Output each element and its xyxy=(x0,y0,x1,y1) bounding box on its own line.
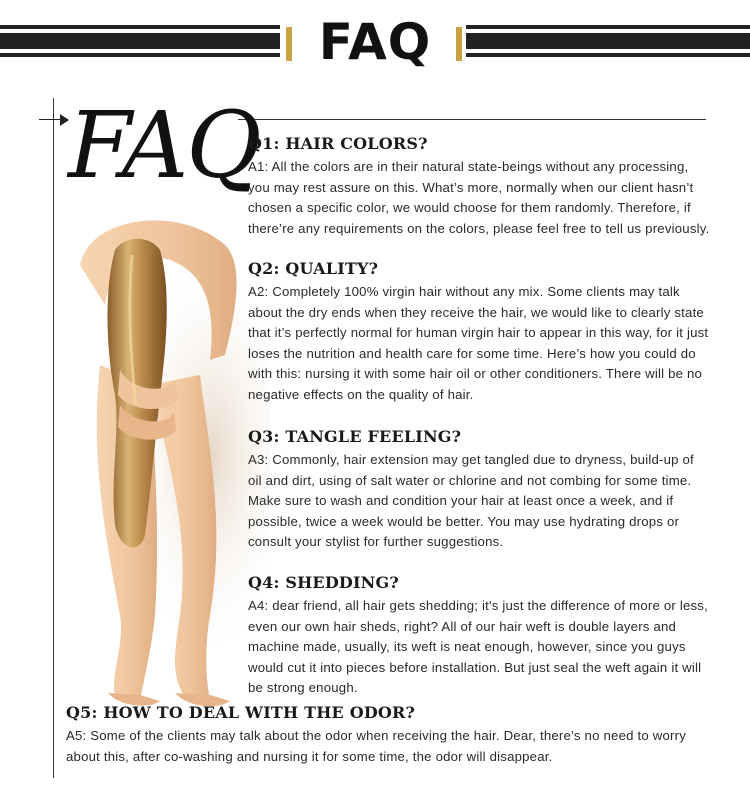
faq-item xyxy=(248,426,710,553)
page-title: FAQ xyxy=(318,13,432,71)
faq-answer: A5: Some of the clients may talk about the odor when receiving the hair. Dear, there’s no need to worry about this, after co-washing and nursing it for some time, the odor will disappear. xyxy=(66,728,686,764)
faq-question: Q3: TANGLE FEELING? xyxy=(248,427,462,446)
faq-answer: A2: Completely 100% virgin hair without any mix. Some clients may talk about the dry ends when they receive the hair, we would like to clearly state that it’s perfectly normal for human virgin hair to appear in this way, for it just loses the nutrition and health care for some time. Here’s how you could do with this: nursing it with some hair oil or other conditioners. There will be no negative effects on the quality of hair. xyxy=(248,284,709,402)
faq-question: Q4: SHEDDING? xyxy=(248,573,399,592)
faq-question: Q5: HOW TO DEAL WITH THE ODOR? xyxy=(66,703,416,722)
woman-with-long-blonde-hair-illustration xyxy=(60,195,270,715)
faq-answer: A1: All the colors are in their natural state-beings without any processing, you may rest assure on this. What’s more, normally when our client hasn’t chosen a specific color, we would choose for them randomly. Therefore, if there’re any requirements on the colors, please feel free to tell us previously. xyxy=(248,159,710,236)
faq-item xyxy=(248,258,710,406)
frame-top-rule xyxy=(238,119,706,120)
faq-item xyxy=(66,702,714,767)
faq-hero-title: FAQ xyxy=(68,92,260,199)
faq-answer: A3: Commonly, hair extension may get tangled due to dryness, build-up of oil and dirt, using of salt water or chlorine and not combing for some time. Make sure to wash and condition your hair at least once a week, and if possible, twice a week would be better. You may use hydrating drops or consult your stylist for further suggestions. xyxy=(248,452,694,550)
faq-answer: A4: dear friend, all hair gets shedding; it's just the difference of more or less, even our own hair sheds, right? All of our hair weft is double layers and machine made, usually, its weft is neat enough, however, since you guys would cut it into pieces before installation. But just seal the weft again it will be strong enough. xyxy=(248,598,708,696)
faq-item xyxy=(248,572,710,699)
frame-vertical-rule xyxy=(53,98,54,778)
faq-item xyxy=(248,133,710,239)
faq-question: Q2: QUALITY? xyxy=(248,259,379,278)
faq-question: Q1: HAIR COLORS? xyxy=(248,134,428,153)
